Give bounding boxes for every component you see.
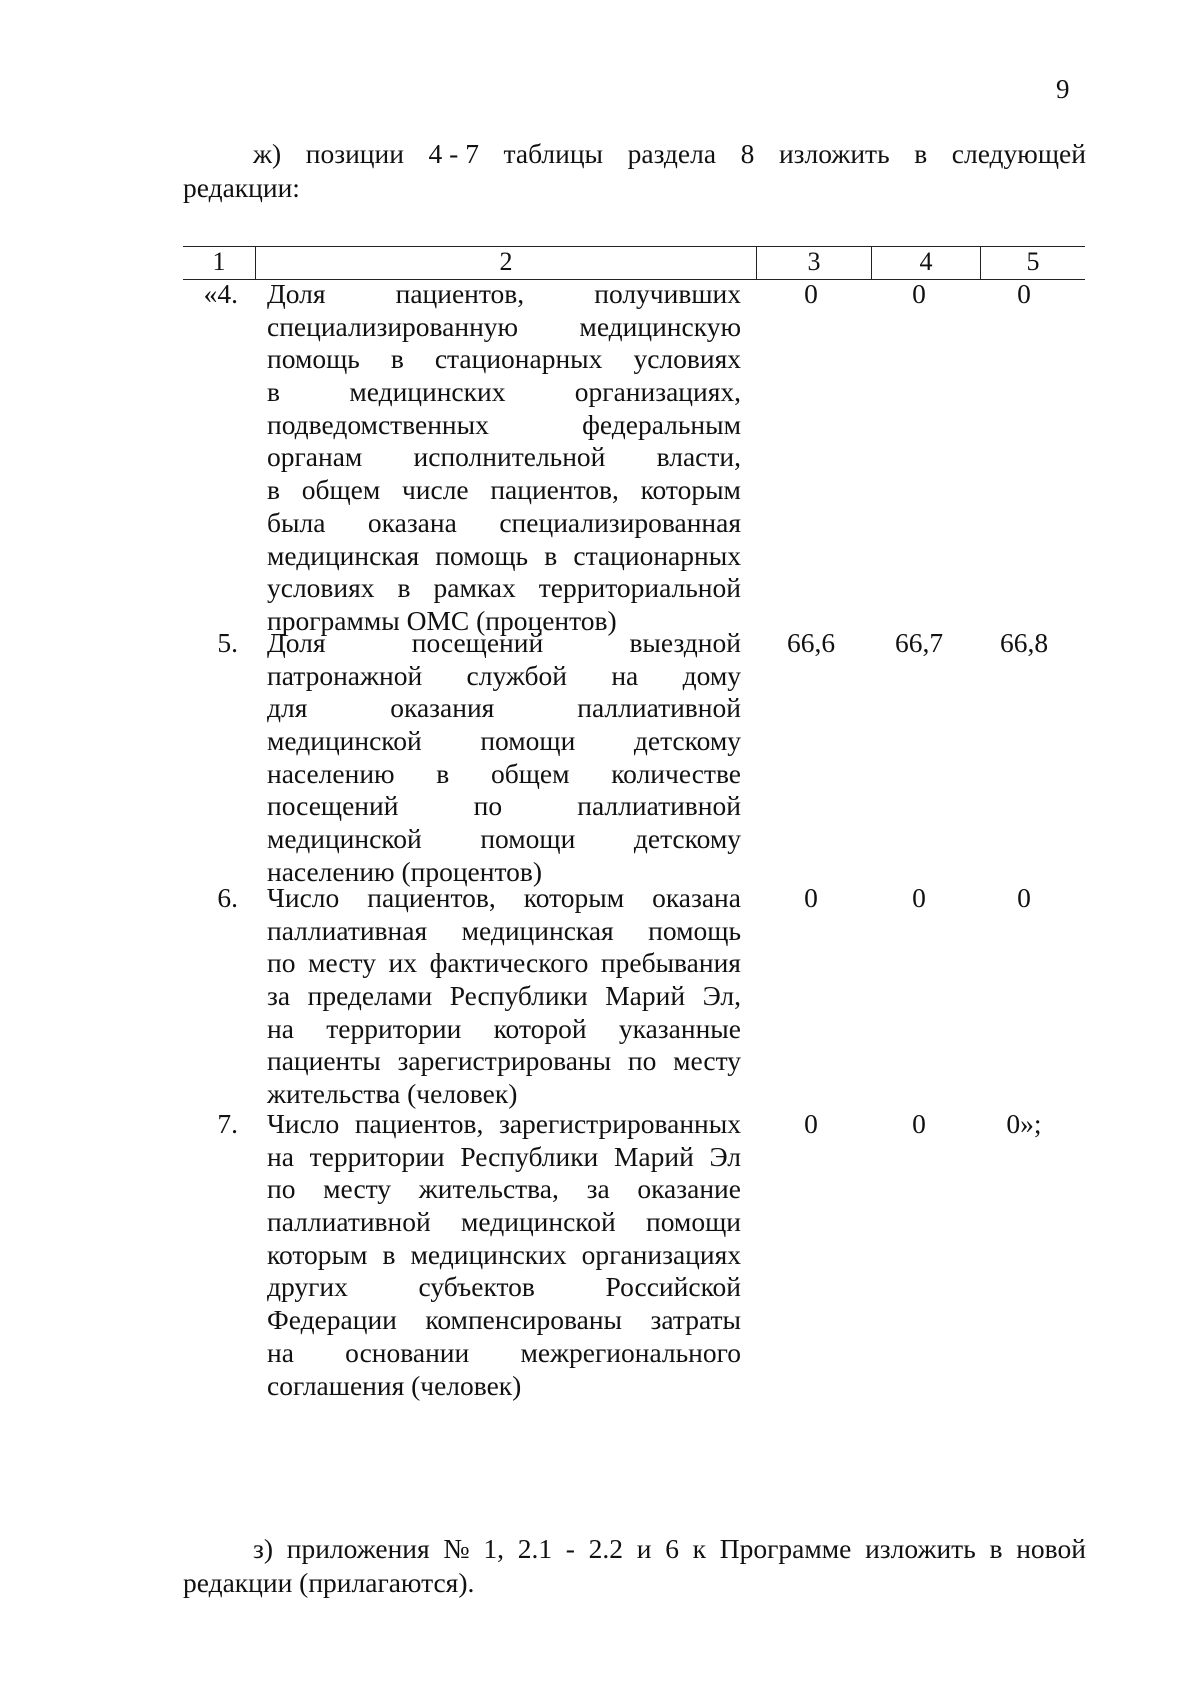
- description-word: на: [611, 659, 639, 691]
- description-word: детскому: [633, 823, 741, 855]
- description-word: службой: [466, 659, 567, 691]
- description-word: специализированная: [499, 506, 741, 538]
- description-word: в: [397, 572, 411, 604]
- indicator-description: [267, 882, 741, 1111]
- description-word: дому: [682, 659, 741, 691]
- description-word: пребывания: [600, 947, 741, 979]
- indicator-description: [267, 278, 741, 638]
- description-word: паллиативная: [267, 914, 428, 946]
- description-word: была: [267, 506, 326, 538]
- description-word: в: [390, 343, 404, 375]
- description-word: органам: [267, 441, 363, 473]
- row-number: 6.: [217, 882, 238, 913]
- description-line: [267, 980, 741, 1013]
- page-number: 9: [1056, 74, 1070, 104]
- description-word: рамках: [433, 572, 516, 604]
- description-word: оказания: [390, 692, 495, 724]
- description-word: в: [436, 757, 450, 789]
- description-word: помощи: [480, 725, 576, 757]
- description-word: территории: [309, 1140, 445, 1172]
- description-line: [267, 1045, 741, 1078]
- description-word: посещений: [267, 790, 399, 822]
- description-word: медицинской: [267, 823, 422, 855]
- description-word: помощь: [435, 539, 529, 571]
- column-header-1: 1: [212, 247, 226, 276]
- closing-word: 1,: [483, 1533, 504, 1564]
- row-number: 5.: [217, 627, 238, 658]
- description-line: программы ОМС (процентов): [267, 604, 617, 636]
- intro-word: следующей: [951, 138, 1086, 169]
- description-word: помощь: [267, 343, 360, 375]
- description-line: [267, 507, 741, 540]
- closing-line-1: [253, 1533, 1086, 1565]
- description-word: фактического: [429, 947, 589, 979]
- description-word: числе: [401, 474, 469, 506]
- description-word: помощи: [645, 1206, 741, 1238]
- description-word: получивших: [594, 278, 741, 309]
- description-word: жительства,: [418, 1173, 559, 1205]
- description-line: [267, 1304, 741, 1337]
- intro-word: раздела: [627, 138, 717, 169]
- intro-word: позиции: [305, 138, 404, 169]
- description-word: власти,: [656, 441, 741, 473]
- description-word: паллиативной: [577, 790, 741, 822]
- description-word: медицинских: [410, 1238, 567, 1270]
- closing-word: Программе: [719, 1533, 852, 1564]
- description-line: [267, 947, 741, 980]
- description-line: [267, 790, 741, 823]
- closing-word: 6: [665, 1533, 679, 1564]
- description-word: которым: [267, 1238, 368, 1270]
- description-line: [267, 376, 741, 409]
- description-word: на: [267, 1336, 294, 1368]
- description-word: их: [388, 947, 417, 979]
- table-header: [183, 246, 1085, 280]
- intro-line-2: редакции:: [183, 172, 300, 203]
- intro-word: 8: [740, 138, 755, 169]
- description-word: помощи: [480, 823, 576, 855]
- description-word: Российской: [605, 1271, 741, 1303]
- description-word: оказана: [367, 506, 457, 538]
- description-word: по: [627, 1045, 657, 1077]
- description-word: посещений: [411, 627, 544, 658]
- description-line: [267, 1108, 741, 1141]
- description-line: [267, 278, 741, 311]
- description-line: [267, 441, 741, 474]
- value-column-5: 66,8: [999, 627, 1049, 658]
- intro-line-1: [253, 138, 1086, 170]
- description-word: пациентов,: [490, 474, 619, 506]
- description-word: Марий: [605, 980, 686, 1012]
- description-word: медицинская: [461, 914, 614, 946]
- description-line: [267, 627, 741, 660]
- description-word: выездной: [629, 627, 741, 658]
- row-number: 7.: [217, 1108, 238, 1139]
- description-word: зарегистрированы: [397, 1045, 612, 1077]
- intro-word: таблицы: [503, 138, 604, 169]
- description-word: условиях: [633, 343, 741, 375]
- description-line: населению (процентов): [267, 855, 543, 887]
- column-header-3: 3: [807, 247, 821, 276]
- description-word: территории: [326, 1012, 462, 1044]
- description-word: затраты: [650, 1304, 741, 1336]
- closing-word: к: [692, 1533, 707, 1564]
- description-word: пределами: [307, 980, 433, 1012]
- row-number: «4.: [203, 278, 238, 309]
- description-word: федеральным: [582, 408, 741, 440]
- description-line: [267, 343, 741, 376]
- description-word: Марий: [613, 1140, 694, 1172]
- description-word: детскому: [633, 725, 741, 757]
- value-column-3: 0: [804, 882, 818, 913]
- description-word: паллиативной: [267, 1206, 431, 1238]
- description-word: Число: [267, 882, 340, 913]
- description-word: общем: [301, 474, 381, 506]
- description-word: патронажной: [267, 659, 423, 691]
- closing-word: 2.2: [588, 1533, 624, 1564]
- value-column-4: 66,7: [894, 627, 944, 658]
- description-word: месту: [673, 1045, 741, 1077]
- intro-word: изложить: [778, 138, 890, 169]
- column-header-5: 5: [1026, 247, 1040, 276]
- description-word: исполнительной: [413, 441, 606, 473]
- description-word: пациентов,: [367, 882, 496, 913]
- description-line: [267, 882, 741, 915]
- description-line: [267, 725, 741, 758]
- closing-word: и: [636, 1533, 652, 1564]
- intro-word: в: [914, 138, 928, 169]
- description-word: которым: [523, 882, 625, 913]
- description-word: паллиативной: [577, 692, 741, 724]
- closing-word: в: [989, 1533, 1003, 1564]
- description-word: медицинскую: [579, 310, 741, 342]
- value-column-4: 0: [912, 278, 926, 309]
- description-word: в: [267, 376, 280, 408]
- description-word: медицинских: [349, 376, 506, 408]
- description-word: медицинской: [460, 1206, 616, 1238]
- description-word: общем: [490, 757, 570, 789]
- value-column-3: 66,6: [786, 627, 836, 658]
- description-word: организациях: [581, 1238, 741, 1270]
- description-line: [267, 823, 741, 856]
- description-line: [267, 311, 741, 344]
- description-line: [267, 1013, 741, 1046]
- description-word: по: [267, 1173, 296, 1205]
- closing-line-2: редакции (прилагаются).: [183, 1567, 475, 1598]
- description-line: жительства (человек): [267, 1078, 518, 1110]
- value-column-4: 0: [912, 1108, 926, 1139]
- description-line: [267, 409, 741, 442]
- closing-word: №: [443, 1533, 470, 1564]
- description-word: Доля: [267, 627, 326, 658]
- description-word: для: [267, 692, 308, 724]
- description-word: других: [267, 1271, 348, 1303]
- description-word: в: [382, 1238, 396, 1270]
- description-word: по: [473, 790, 503, 822]
- column-header-2: 2: [499, 247, 513, 276]
- indicator-description: [267, 627, 741, 889]
- description-word: за: [267, 980, 291, 1012]
- intro-word: ж): [253, 138, 282, 169]
- value-column-4: 0: [912, 882, 926, 913]
- description-word: условиях: [267, 572, 375, 604]
- description-line: [267, 540, 741, 573]
- closing-word: 2.1: [517, 1533, 553, 1564]
- intro-word: 4 - 7: [428, 138, 479, 169]
- description-word: Эл: [709, 1140, 741, 1172]
- description-word: населению: [267, 757, 395, 789]
- description-word: оказана: [652, 882, 741, 913]
- description-word: которым: [640, 474, 741, 506]
- description-word: субъектов: [418, 1271, 535, 1303]
- description-word: медицинской: [267, 725, 422, 757]
- value-column-5: 0»;: [1006, 1108, 1042, 1139]
- description-word: Эл,: [702, 980, 741, 1012]
- description-word: подведомственных: [267, 408, 489, 440]
- description-word: территориальной: [538, 572, 741, 604]
- description-word: пациентов,: [395, 278, 525, 309]
- description-word: стационарных: [573, 539, 741, 571]
- description-line: [267, 692, 741, 725]
- description-line: [267, 1239, 741, 1272]
- description-word: Республики: [460, 1140, 599, 1172]
- description-line: [267, 1271, 741, 1304]
- description-word: на: [267, 1012, 294, 1044]
- indicator-description: [267, 1108, 741, 1402]
- description-word: пациентов,: [354, 1108, 484, 1139]
- description-word: компенсированы: [425, 1304, 623, 1336]
- description-word: по: [267, 947, 296, 979]
- closing-word: з): [253, 1533, 274, 1564]
- closing-word: приложения: [286, 1533, 430, 1564]
- closing-word: новой: [1016, 1533, 1086, 1564]
- description-word: месту: [308, 947, 376, 979]
- description-word: за: [586, 1173, 610, 1205]
- description-word: пациенты: [267, 1045, 381, 1077]
- description-word: Федерации: [267, 1304, 397, 1336]
- description-line: [267, 1337, 741, 1370]
- description-word: организациях,: [574, 376, 741, 408]
- description-line: соглашения (человек): [267, 1369, 522, 1401]
- description-line: [267, 474, 741, 507]
- description-word: которой: [493, 1012, 587, 1044]
- description-word: оказание: [637, 1173, 741, 1205]
- description-line: [267, 660, 741, 693]
- description-word: зарегистрированных: [498, 1108, 741, 1139]
- description-word: на: [267, 1140, 294, 1172]
- description-word: специализированную: [267, 310, 519, 342]
- description-word: межрегионального: [520, 1336, 741, 1368]
- description-word: стационарных: [434, 343, 603, 375]
- description-line: [267, 1141, 741, 1174]
- description-word: месту: [323, 1173, 392, 1205]
- description-line: [267, 572, 741, 605]
- description-word: Доля: [267, 278, 326, 309]
- description-word: помощь: [648, 914, 741, 946]
- value-column-3: 0: [804, 278, 818, 309]
- description-word: в: [544, 539, 558, 571]
- description-word: основании: [345, 1336, 470, 1368]
- description-line: [267, 758, 741, 791]
- value-column-5: 0: [1017, 882, 1031, 913]
- description-word: в: [267, 474, 280, 506]
- description-word: Число: [267, 1108, 340, 1139]
- description-word: количестве: [611, 757, 741, 789]
- description-line: [267, 915, 741, 948]
- description-word: медицинская: [267, 539, 420, 571]
- description-line: [267, 1206, 741, 1239]
- closing-word: изложить: [865, 1533, 976, 1564]
- description-line: [267, 1173, 741, 1206]
- column-header-4: 4: [919, 247, 933, 276]
- value-column-3: 0: [804, 1108, 818, 1139]
- description-word: указанные: [618, 1012, 741, 1044]
- value-column-5: 0: [1017, 278, 1031, 309]
- closing-word: -: [565, 1533, 575, 1564]
- description-word: Республики: [449, 980, 588, 1012]
